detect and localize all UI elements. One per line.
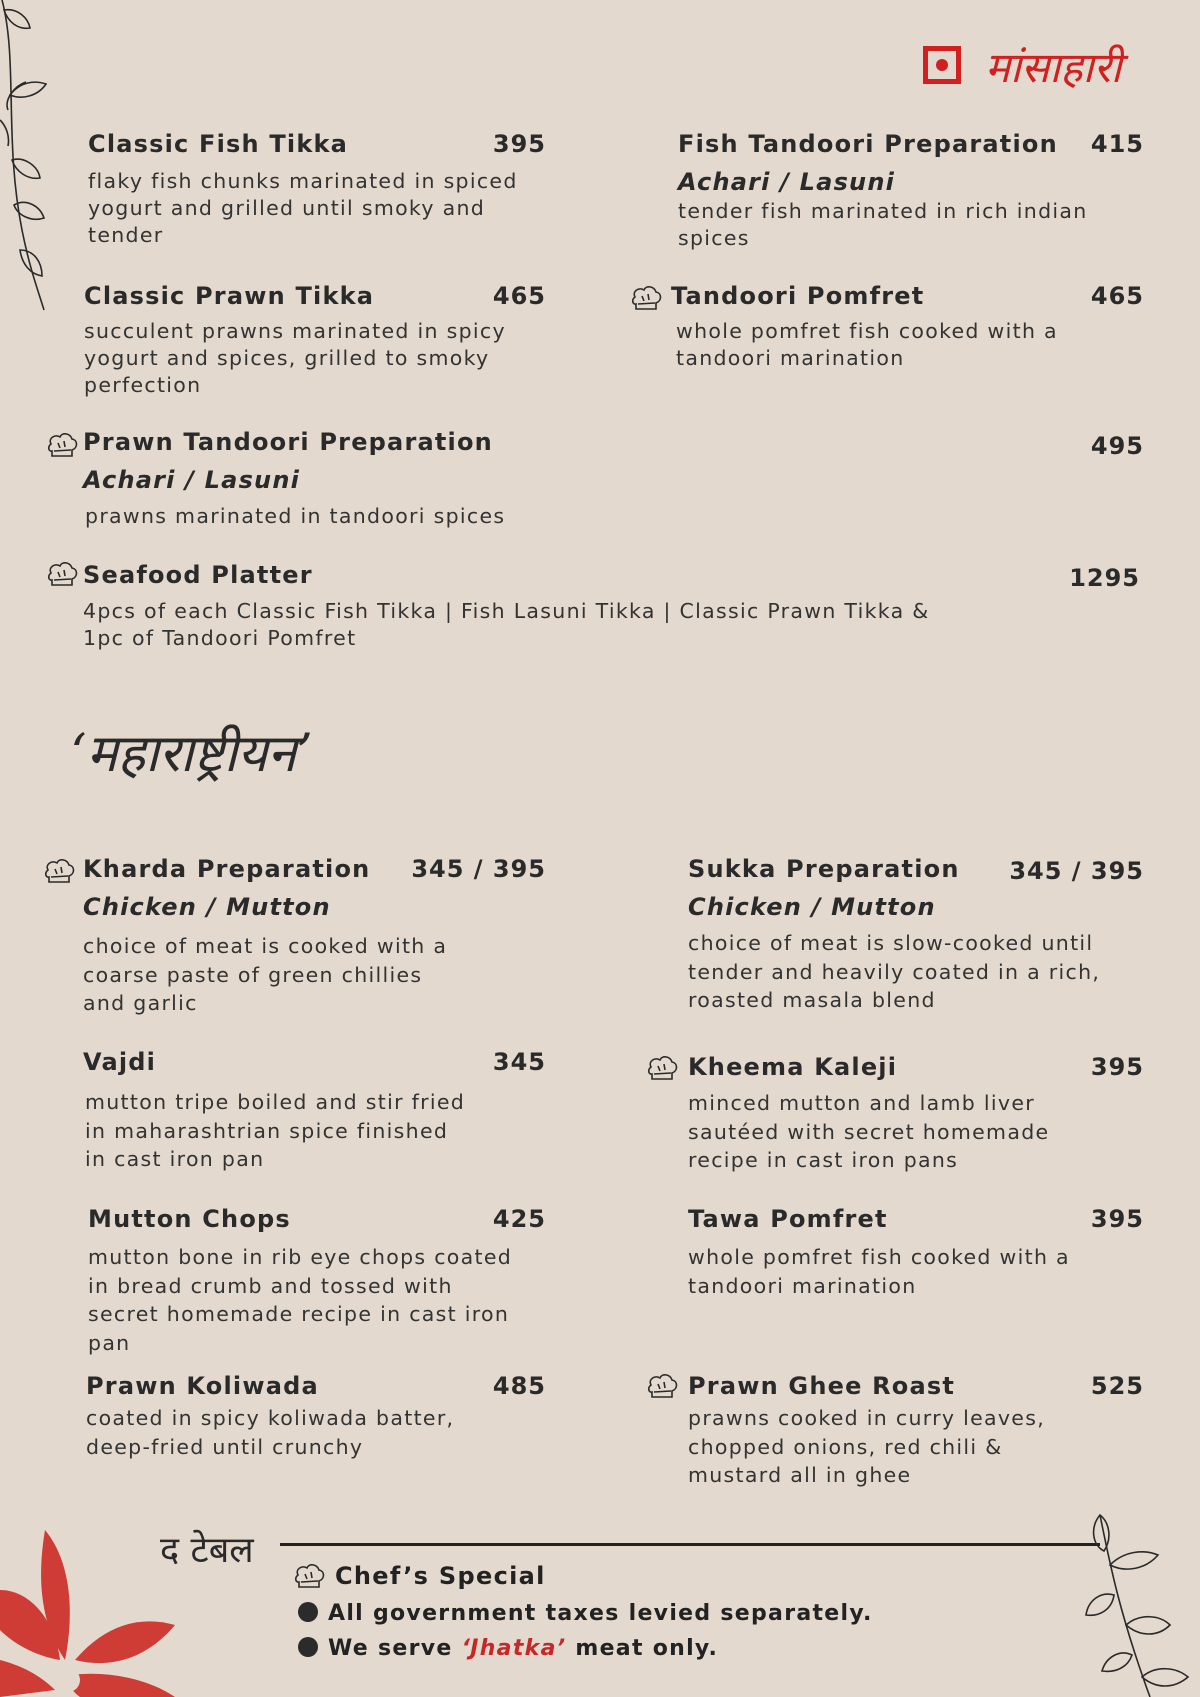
- item-price: 495: [1090, 432, 1144, 460]
- item-description: succulent prawns marinated in spicy yogurt and spices, grilled to smoky perfection: [84, 319, 506, 397]
- chefs-special-legend: Chef’s Special: [335, 1562, 546, 1590]
- maharashtrian-heading: ‘महाराष्ट्रीयन’: [70, 724, 313, 784]
- item-name: Seafood Platter: [83, 561, 313, 589]
- item-description: whole pomfret fish cooked with a tandoori marination: [688, 1245, 1070, 1298]
- bullet-dot-icon: [298, 1602, 318, 1622]
- chef-hat-icon: [45, 431, 79, 461]
- item-price: 345 / 395: [1009, 857, 1144, 885]
- item-name: Kheema Kaleji: [688, 1053, 898, 1081]
- item-price: 395: [492, 130, 546, 158]
- item-name: Tandoori Pomfret: [671, 282, 925, 310]
- item-name: Classic Prawn Tikka: [84, 282, 375, 310]
- item-description: 4pcs of each Classic Fish Tikka | Fish Lasuni Tikka | Classic Prawn Tikka & 1pc of Tandoori Pomfret: [83, 599, 930, 650]
- item-variant: Chicken / Mutton: [688, 893, 936, 921]
- chef-hat-icon: [645, 1054, 679, 1084]
- note-meat-pre: We serve: [328, 1636, 462, 1661]
- item-variant: Chicken / Mutton: [83, 893, 331, 921]
- item-description: prawns cooked in curry leaves, chopped onions, red chili & mustard all in ghee: [688, 1406, 1046, 1487]
- chef-hat-icon: [42, 857, 76, 887]
- chef-hat-icon: [629, 284, 663, 314]
- chef-hat-icon: [292, 1562, 326, 1592]
- footer-divider: [280, 1543, 1100, 1546]
- item-name: Sukka Preparation: [688, 855, 960, 883]
- note-taxes: [298, 1601, 873, 1626]
- item-description: minced mutton and lamb liver sautéed with secret homemade recipe in cast iron pans: [688, 1091, 1050, 1172]
- item-description: tender fish marinated in rich indian spices: [678, 199, 1088, 250]
- item-name: Tawa Pomfret: [688, 1205, 888, 1233]
- item-description: choice of meat is slow-cooked until tender and heavily coated in a rich, roasted masala blend: [688, 931, 1101, 1012]
- item-price: 485: [492, 1372, 546, 1400]
- leaf-branch-icon: [1080, 1505, 1200, 1697]
- item-price: 395: [1090, 1053, 1144, 1081]
- item-price: 345: [492, 1048, 546, 1076]
- item-description: choice of meat is cooked with a coarse paste of green chillies and garlic: [83, 934, 448, 1015]
- item-description: whole pomfret fish cooked with a tandoori marination: [676, 319, 1058, 370]
- chef-hat-icon: [45, 560, 79, 590]
- item-name: Fish Tandoori Preparation: [678, 130, 1058, 158]
- item-variant: Achari / Lasuni: [83, 466, 301, 494]
- item-description: mutton bone in rib eye chops coated in bread crumb and tossed with secret homemade recipe in cast iron pan: [88, 1245, 513, 1355]
- item-name: Prawn Tandoori Preparation: [83, 428, 493, 456]
- item-price: 465: [1090, 282, 1144, 310]
- item-price: 465: [492, 282, 546, 310]
- note-taxes-text: All government taxes levied separately.: [328, 1601, 873, 1626]
- non-veg-marker-icon: [923, 46, 961, 84]
- note-meat: [298, 1636, 718, 1661]
- item-description: prawns marinated in tandoori spices: [85, 504, 506, 528]
- chef-hat-icon: [645, 1372, 679, 1402]
- item-description: coated in spicy koliwada batter, deep-fried until crunchy: [86, 1406, 455, 1459]
- note-meat-post: meat only.: [566, 1636, 719, 1661]
- item-name: Classic Fish Tikka: [88, 130, 349, 158]
- item-price: 1295: [1069, 564, 1140, 592]
- note-meat-emphasis: ‘Jhatka’: [461, 1636, 567, 1661]
- item-price: 525: [1090, 1372, 1144, 1400]
- item-name: Kharda Preparation: [83, 855, 371, 883]
- item-price: 395: [1090, 1205, 1144, 1233]
- section-title: मांसाहारी: [985, 43, 1122, 92]
- brand-name: द टेबल: [160, 1530, 254, 1571]
- item-description: mutton tripe boiled and stir fried in maharashtrian spice finished in cast iron pan: [85, 1090, 466, 1171]
- item-price: 425: [492, 1205, 546, 1233]
- item-name: Mutton Chops: [88, 1205, 291, 1233]
- item-name: Vajdi: [83, 1048, 157, 1076]
- item-description: flaky fish chunks marinated in spiced yogurt and grilled until smoky and tender: [88, 169, 518, 247]
- item-name: Prawn Koliwada: [86, 1372, 319, 1400]
- item-name: Prawn Ghee Roast: [688, 1372, 956, 1400]
- item-price: 345 / 395: [411, 855, 546, 883]
- leaf-branch-icon: [0, 0, 60, 320]
- bullet-dot-icon: [298, 1637, 318, 1657]
- item-variant: Achari / Lasuni: [678, 168, 896, 196]
- item-price: 415: [1090, 130, 1144, 158]
